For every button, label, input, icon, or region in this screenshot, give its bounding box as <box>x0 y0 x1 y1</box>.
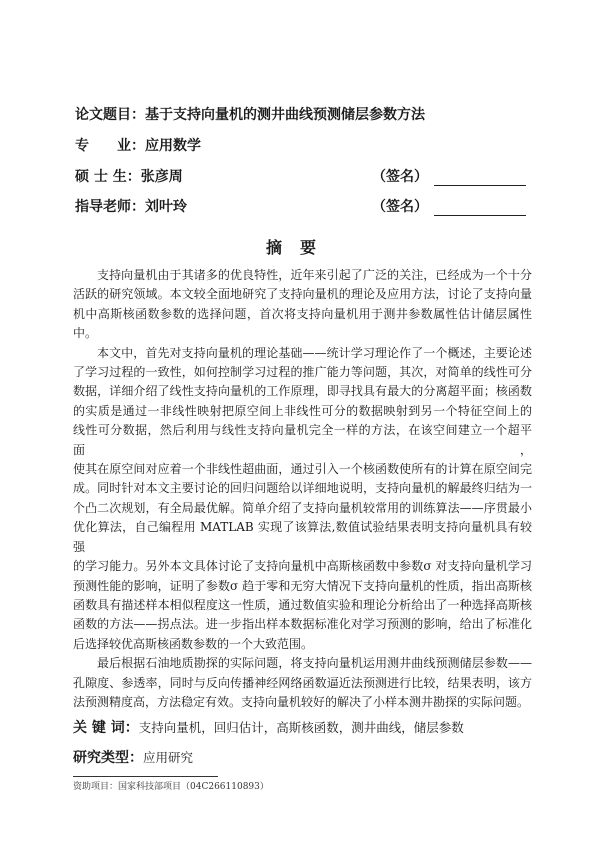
major: 应用数学 <box>145 138 201 154</box>
abstract-line: 法预测精度高，方法稳定有效。支持向量机较好的解决了小样本测井勘探的实际问题。 <box>73 694 530 709</box>
student-label: 硕 士 生： <box>75 169 141 185</box>
student-signature <box>372 168 526 186</box>
abstract-line: 活跃的研究领域。本文较全面地研究了支持向量机的理论及应用方法，讨论了支持向量 <box>73 287 532 302</box>
abstract-line: 个凸二次规划，有全局最优解。简单介绍了支持向量机较常用的训练算法——序贯最小 <box>73 500 532 515</box>
abstract-line: 优化算法，自己编程用 MATLAB 实现了该算法,数值试验结果表明支持向量机具有较强 <box>73 520 532 554</box>
signature-line <box>434 171 526 186</box>
abstract-line: 数据，详细介绍了线性支持向量机的工作原理，即寻找具有最大的分离超平面；核函数 <box>73 384 532 399</box>
thesis-title-row <box>75 106 425 124</box>
abstract-body <box>73 266 532 712</box>
advisor-signature <box>372 198 526 216</box>
abstract-line: 使其在原空间对应着一个非线性超曲面，通过引入一个核函数使所有的计算在原空间完 <box>73 462 532 477</box>
signature-label: （签名） <box>372 199 428 215</box>
abstract-line: 线性可分数据，然后利用与线性支持向量机完全一样的方法，在该空间建立一个超平面， <box>73 423 532 457</box>
abstract-title: 摘要 <box>265 238 334 257</box>
research-type-label: 研究类型： <box>73 750 143 767</box>
footnote: 资助项目：国家科技部项目（04C266110893） <box>73 782 269 793</box>
abstract-line: 机中高斯核函数参数的选择问题，首次将支持向量机用于测井参数属性估计储层属性 <box>73 306 532 321</box>
keywords-value: 支持向量机，回归估计，高斯核函数，测井曲线，储层参数 <box>138 720 464 736</box>
abstract-line: 支持向量机由于其诸多的优良特性，近年来引起了广泛的关注，已经成为一个十分 <box>97 268 532 282</box>
advisor-row <box>75 198 187 216</box>
abstract-line: 孔隙度、参透率，同时与反向传播神经网络函数逼近法预测进行比较，结果表明，该方 <box>73 675 532 690</box>
abstract-line: 中。 <box>73 326 98 341</box>
student-row <box>75 168 183 186</box>
abstract-line: 成。同时针对本文主要讨论的回归问题给以详细地说明，支持向量机的解最终归结为一 <box>73 481 532 496</box>
signature-label: （签名） <box>372 169 428 185</box>
abstract-line: 函数具有描述样本相似程度这一性质，通过数值实验和理论分析给出了一种选择高斯核 <box>73 597 532 612</box>
major-row <box>75 137 201 155</box>
abstract-line: 后选择较优高斯核函数参数的一个大致范围。 <box>73 636 314 651</box>
abstract-section <box>73 266 532 793</box>
research-type-value: 应用研究 <box>143 750 194 766</box>
abstract-line: 的实质是通过一非线性映射把原空间上非线性可分的数据映射到另一个特征空间上的 <box>73 403 532 418</box>
abstract-line: 最后根据石油地质勘探的实际问题，将支持向量机运用测井曲线预测储层参数—— <box>97 656 532 671</box>
signature-line <box>434 201 526 216</box>
keywords <box>73 716 532 740</box>
keywords-label: 关 键 词： <box>73 720 139 737</box>
thesis-title-label: 论文题目： <box>75 107 145 123</box>
abstract-line: 了学习过程的一致性，如何控制学习过程的推广能力等问题，其次，对简单的线性可分 <box>73 365 532 380</box>
abstract-line: 预测性能的影响，证明了参数σ 趋于零和无穷大情况下支持向量机的性质，指出高斯核 <box>73 578 532 593</box>
advisor-name: 刘叶玲 <box>145 199 187 215</box>
abstract-line: 的学习能力。另外本文具体讨论了支持向量机中高斯核函数中参数σ 对支持向量机学习 <box>73 559 532 574</box>
major-label: 专 业： <box>75 138 145 154</box>
advisor-label: 指导老师： <box>75 199 145 215</box>
footnote-divider <box>73 776 218 777</box>
research-type <box>73 746 532 770</box>
student-name: 张彦周 <box>140 169 183 185</box>
thesis-title: 基于支持向量机的测井曲线预测储层参数方法 <box>145 107 425 123</box>
abstract-line: 本文中，首先对支持向量机的理论基础——统计学习理论作了一个概述，主要论述 <box>97 345 532 360</box>
abstract-line: 函数的方法——拐点法。进一步指出样本数据标准化对学习预测的影响，给出了标准化 <box>73 617 532 632</box>
